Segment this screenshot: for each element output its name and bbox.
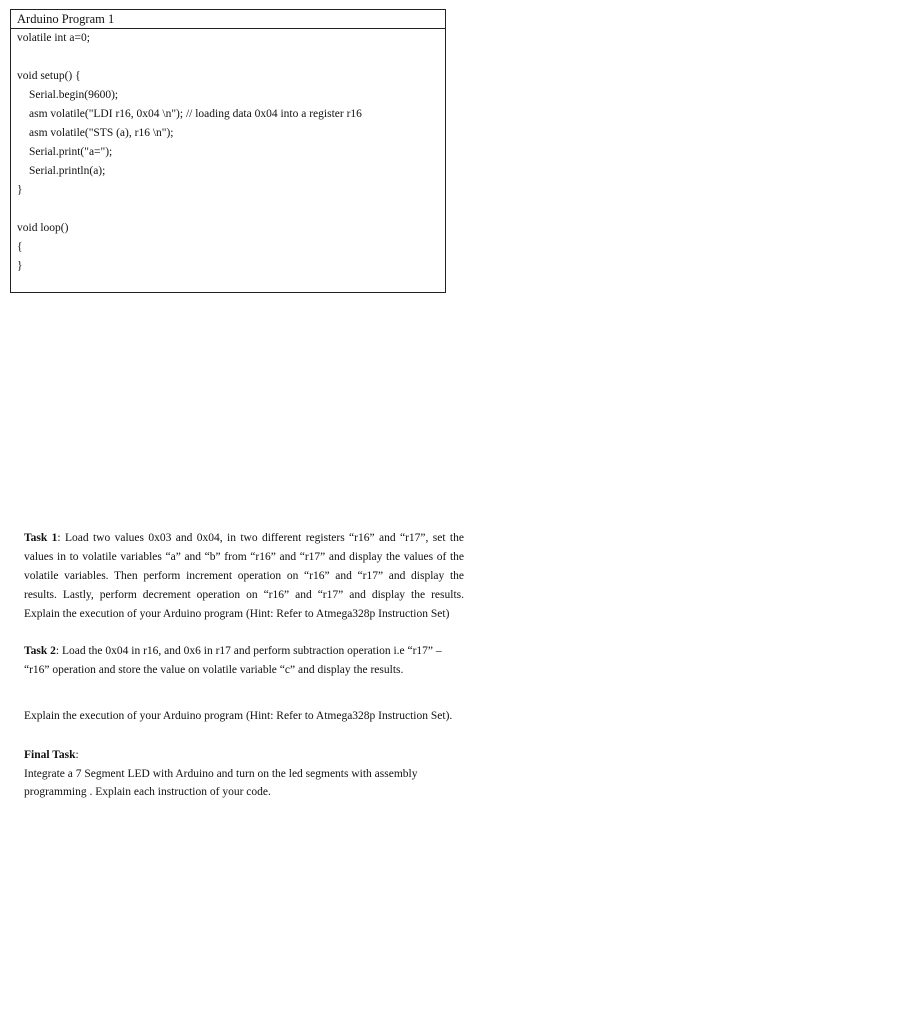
final-task-colon: : [75, 749, 79, 761]
code-lines [11, 29, 445, 276]
code-line [17, 200, 445, 219]
final-task-label: Final Task [24, 749, 76, 761]
code-line: Serial.print("a="); [29, 146, 113, 158]
task-1-text: : Load two values 0x03 and 0x04, in two different registers “r16” and “r17”, set the values in to volatile variables “a” and “b” from “r16” and “r17” and display the values of the volatile variables. Then perform increment operation on “r16” and “r17” and display the results. Lastly, perform decrement operation on “r16” and “r17” and display the results. Explain the execution of your Arduino program (Hint: Refer to Atmega328p Instruction Set) [24, 532, 464, 620]
task-1-label: Task 1 [24, 532, 58, 544]
task-2-paragraph [24, 642, 464, 680]
tasks-section [24, 529, 464, 801]
code-line: asm volatile("LDI r16, 0x04 \n"); // loading data 0x04 into a register r16 [29, 108, 362, 120]
code-line: { [17, 241, 23, 253]
code-line [17, 48, 445, 67]
explain-paragraph: Explain the execution of your Arduino program (Hint: Refer to Atmega328p Instruction Set). [24, 710, 453, 722]
code-line: void setup() { [17, 70, 81, 82]
final-task-heading [24, 746, 464, 765]
code-line: } [17, 260, 23, 272]
code-line: } [17, 184, 23, 196]
code-line: volatile int a=0; [17, 32, 90, 44]
program-title: Arduino Program 1 [11, 10, 445, 29]
code-line: asm volatile("STS (a), r16 \n"); [29, 127, 174, 139]
code-listing-box [10, 9, 446, 293]
final-task-line-2: programming . Explain each instruction of your code. [24, 786, 271, 798]
code-line: Serial.println(a); [29, 165, 106, 177]
final-task-line-1: Integrate a 7 Segment LED with Arduino and turn on the led segments with assembly [24, 768, 418, 780]
task-2-text: : Load the 0x04 in r16, and 0x6 in r17 and perform subtraction operation i.e “r17” – “r16” operation and store the value on volatile variable “c” and display the results. [24, 645, 442, 676]
task-2-label: Task 2 [24, 645, 56, 657]
code-line: void loop() [17, 222, 69, 234]
code-line: Serial.begin(9600); [29, 89, 119, 101]
task-1-paragraph [24, 529, 464, 624]
